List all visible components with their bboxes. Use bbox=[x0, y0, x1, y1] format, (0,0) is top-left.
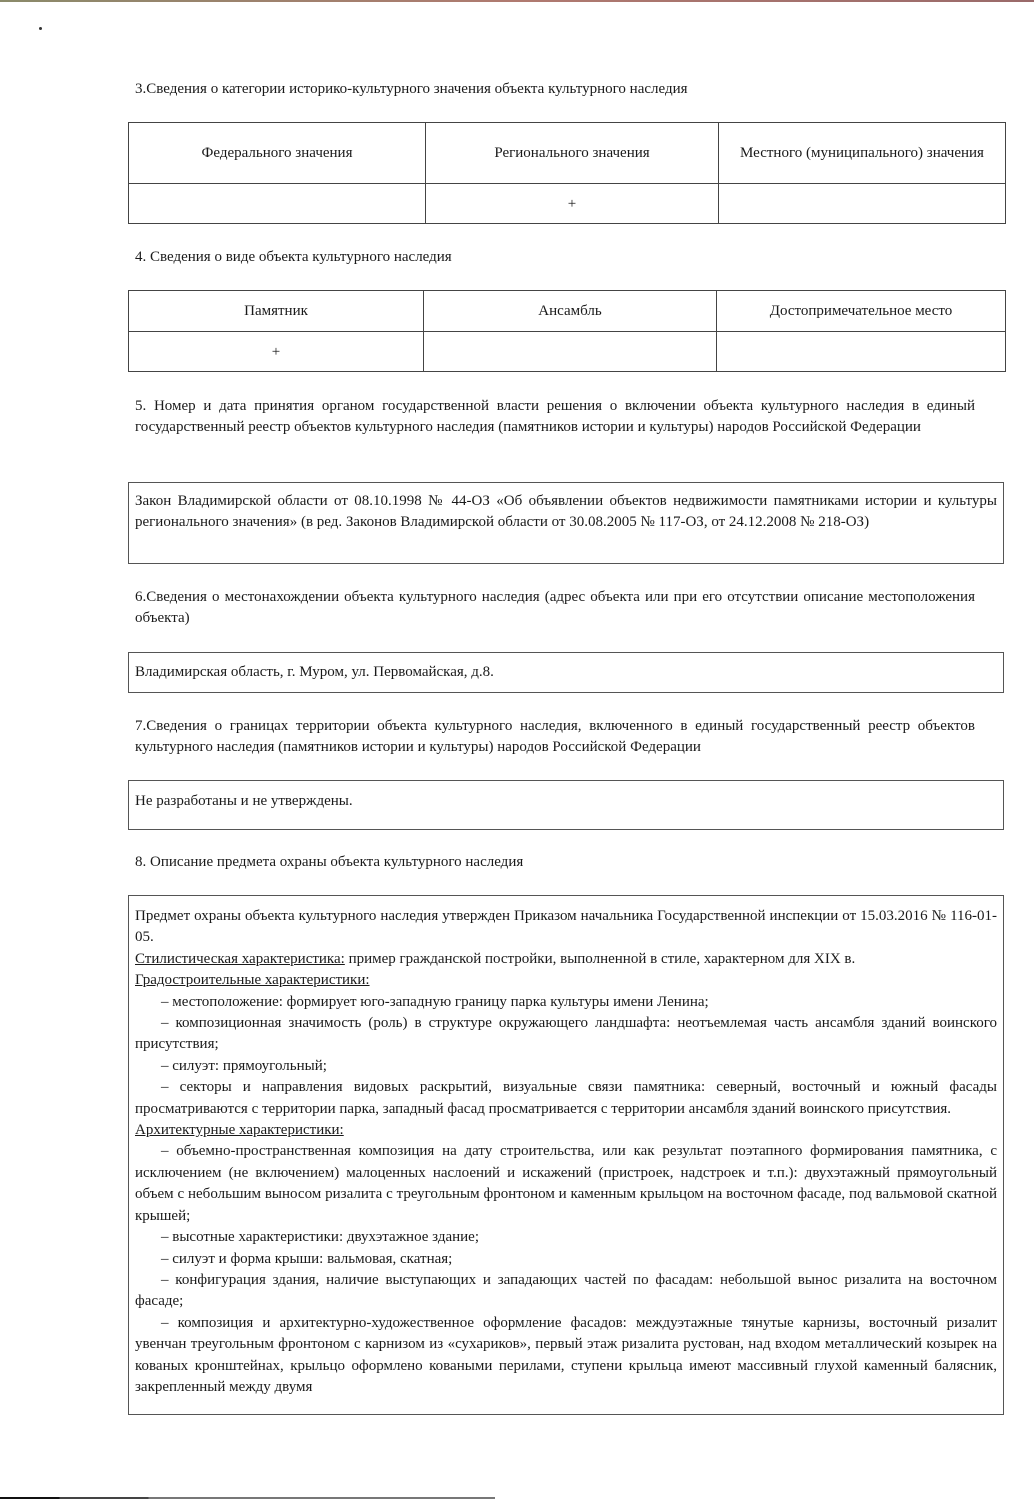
arch-item: – силуэт и форма крыши: вальмовая, скатная; bbox=[161, 1250, 453, 1267]
urban-label: Градостроительные характеристики: bbox=[135, 972, 370, 989]
arch-item: – композиция и архитектурно-художественное оформление фасадов: междуэтажные тянутые карнизы, восточный ризалит увенчан треугольным фронтоном с карнизом из «сухариков», первый этаж ризалита рустован, над входом металлический козырек на кованых кронштейнах, крыльцо оформлено коваными перилами, ступени крыльца имеют массивный глухой каменный балясник, закрепленный между двумя bbox=[135, 1314, 997, 1395]
urban-item: – местоположение: формирует юго-западную границу парка культуры имени Ленина; bbox=[161, 993, 709, 1010]
scan-bottom-edge bbox=[0, 1497, 495, 1499]
value-ensemble bbox=[424, 332, 717, 372]
arch-item: – высотные характеристики: двухэтажное здание; bbox=[161, 1229, 480, 1246]
header-landmark: Достопримечательное место bbox=[717, 291, 1006, 332]
header-regional: Регионального значения bbox=[426, 123, 719, 184]
section4-title: 4. Сведения о виде объекта культурного наследия bbox=[135, 249, 452, 265]
value-monument: + bbox=[129, 332, 424, 372]
header-local: Местного (муниципального) значения bbox=[719, 123, 1006, 184]
boundaries-box bbox=[128, 780, 1004, 830]
category-table bbox=[128, 122, 1006, 224]
arch-item: – конфигурация здания, наличие выступающих и западающих частей по фасадам: небольшой вынос ризалита на восточном фасаде; bbox=[135, 1271, 997, 1310]
header-monument: Памятник bbox=[129, 291, 424, 332]
registry-decision-text: Закон Владимирской области от 08.10.1998 № 44-ОЗ «Об объявлении объектов недвижимости памятниками истории и культуры регионального значения» (в ред. Законов Владимирской области от 30.08.2005 № 117-ОЗ, от 24.12.2008 № 218-ОЗ) bbox=[135, 493, 997, 530]
section8-title: 8. Описание предмета охраны объекта культурного наследия bbox=[135, 854, 524, 870]
address-text: Владимирская область, г. Муром, ул. Первомайская, д.8. bbox=[135, 664, 494, 680]
stylistic-line bbox=[135, 949, 997, 970]
header-ensemble: Ансамбль bbox=[424, 291, 717, 332]
value-regional: + bbox=[426, 184, 719, 224]
value-landmark bbox=[717, 332, 1006, 372]
section7-title: 7.Сведения о границах территории объекта культурного наследия, включенного в единый государственный реестр объектов культурного наследия (памятников истории и культуры) народов Российской Федерации bbox=[135, 718, 975, 755]
protection-subject-box bbox=[128, 895, 1004, 1415]
urban-item: – силуэт: прямоугольный; bbox=[161, 1057, 327, 1074]
value-federal bbox=[129, 184, 426, 224]
registry-decision-box bbox=[128, 482, 1004, 564]
stylistic-label: Стилистическая характеристика: bbox=[135, 950, 345, 967]
boundaries-text: Не разработаны и не утверждены. bbox=[135, 793, 353, 809]
scan-top-edge bbox=[0, 0, 1034, 2]
arch-label: Архитектурные характеристики: bbox=[135, 1122, 344, 1139]
type-table bbox=[128, 290, 1006, 372]
protection-intro: Предмет охраны объекта культурного наследия утвержден Приказом начальника Государственной инспекции от 15.03.2016 № 116-01-05. bbox=[135, 908, 997, 946]
value-local bbox=[719, 184, 1006, 224]
stylistic-text: пример гражданской постройки, выполненной в стиле, характерном для XIX в. bbox=[344, 950, 856, 967]
scan-speck bbox=[39, 27, 42, 30]
address-box bbox=[128, 652, 1004, 693]
header-federal: Федерального значения bbox=[129, 123, 426, 184]
section5-title: 5. Номер и дата принятия органом государственной власти решения о включении объекта культурного наследия в единый государственный реестр объектов культурного наследия (памятников истории и культуры) народов Российской Федерации bbox=[135, 398, 975, 435]
section6-title: 6.Сведения о местонахождении объекта культурного наследия (адрес объекта или при его отсутствии описание местоположения объекта) bbox=[135, 589, 975, 626]
section3-title: 3.Сведения о категории историко-культурного значения объекта культурного наследия bbox=[135, 81, 688, 97]
urban-item: – секторы и направления видовых раскрытий, визуальные связи памятника: северный, восточный и южный фасады просматриваются с территории парка, западный фасад просматривается с территории ансамбля зданий воинского присутствия. bbox=[135, 1079, 997, 1117]
urban-item: – композиционная значимость (роль) в структуре окружающего ландшафта: неотъемлемая часть ансамбля зданий воинского присутствия; bbox=[135, 1015, 997, 1053]
arch-item: – объемно-пространственная композиция на дату строительства, или как результат поэтапного формирования памятника, с исключением (не включением) малоценных наслоений и искажений (пристроек, надстроек и т.п.): двухэтажный прямоугольный объем с небольшим выносом ризалита с треугольным фронтоном и каменным крыльцом на восточном фасаде, под вальмовой скатной крышей; bbox=[135, 1143, 997, 1224]
